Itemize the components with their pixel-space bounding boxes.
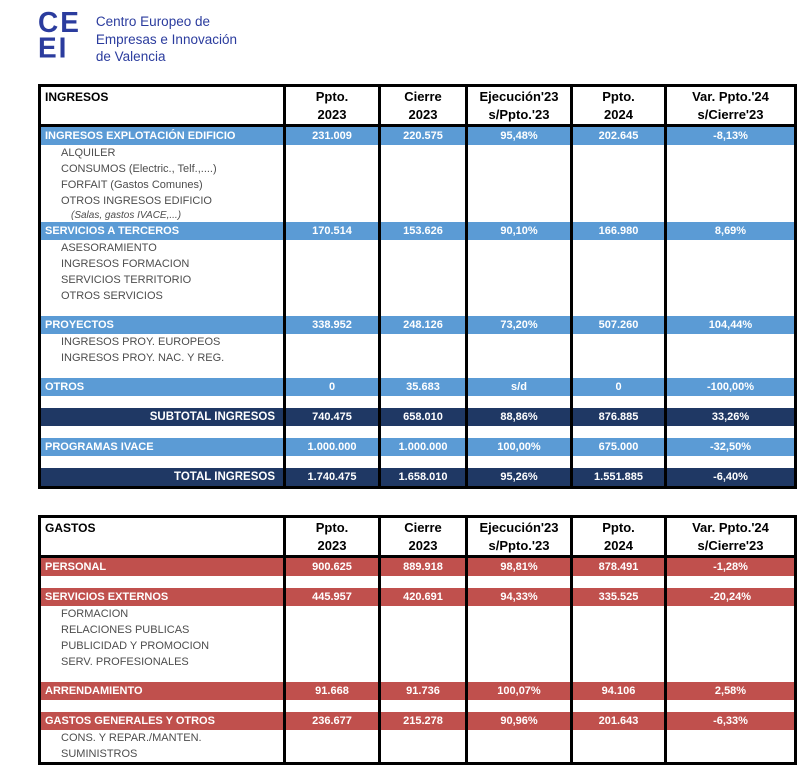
cell-value-col5 — [664, 177, 794, 193]
column-header-line2: 2023 — [408, 106, 438, 122]
cell-value-col5 — [664, 670, 794, 682]
cell-value-col3 — [465, 256, 570, 272]
column-header-line2: s/Cierre'23 — [697, 106, 764, 122]
cell-value-col2 — [378, 426, 465, 438]
cell-value-col4 — [570, 396, 664, 408]
column-header-line2: 2024 — [604, 537, 633, 553]
cell-value-col3 — [465, 576, 570, 588]
cell-value-col4 — [570, 288, 664, 304]
spacer-row — [41, 670, 283, 682]
row-label: CONSUMOS (Electric., Telf.,....) — [61, 163, 217, 175]
cell-value-col4 — [570, 670, 664, 682]
cell-value-col5: -100,00% — [664, 378, 794, 396]
table-title: INGRESOS — [41, 87, 283, 127]
column-header-line2: 2023 — [317, 537, 347, 553]
column-header-line1: Cierre — [404, 519, 442, 535]
cell-value-col3: 100,07% — [465, 682, 570, 700]
ceei-logo — [38, 6, 237, 66]
cell-value-col5 — [664, 256, 794, 272]
row-label: SERVICIOS EXTERNOS — [41, 588, 283, 606]
cell-value-col3 — [465, 209, 570, 222]
cell-value-col1: 236.677 — [283, 712, 378, 730]
cell-value-col3: 95,26% — [465, 468, 570, 486]
cell-value-col1 — [283, 350, 378, 366]
cell-value-col2 — [378, 396, 465, 408]
cell-value-col5 — [664, 350, 794, 366]
cell-value-col2: 220.575 — [378, 127, 465, 145]
logo-mark-line1: CE — [38, 6, 81, 39]
cell-value-col3: 88,86% — [465, 408, 570, 426]
row-label: SUBTOTAL INGRESOS — [41, 408, 283, 426]
cell-value-col4 — [570, 350, 664, 366]
column-header-line2: s/Ppto.'23 — [488, 537, 550, 553]
logo-text-line1: Centro Europeo de — [95, 14, 210, 29]
cell-value-col5 — [664, 576, 794, 588]
cell-value-col3 — [465, 161, 570, 177]
spacer-row — [41, 366, 283, 378]
cell-value-col5 — [664, 746, 794, 762]
cell-value-col2 — [378, 334, 465, 350]
cell-value-col3 — [465, 670, 570, 682]
cell-value-col5: 104,44% — [664, 316, 794, 334]
cell-value-col5 — [664, 161, 794, 177]
cell-value-col4 — [570, 576, 664, 588]
column-header-line1: Var. Ppto.'24 — [692, 519, 769, 535]
cell-value-col5: -8,13% — [664, 127, 794, 145]
cell-value-col1 — [283, 654, 378, 670]
cell-value-col3 — [465, 240, 570, 256]
column-header-5 — [664, 518, 794, 558]
cell-value-col4 — [570, 304, 664, 316]
cell-value-col5 — [664, 209, 794, 222]
column-header-2 — [378, 518, 465, 558]
cell-value-col5 — [664, 654, 794, 670]
row-label: SERVICIOS A TERCEROS — [41, 222, 283, 240]
column-header-line1: Ejecución'23 — [479, 88, 559, 104]
cell-value-col4: 202.645 — [570, 127, 664, 145]
cell-value-col4: 166.980 — [570, 222, 664, 240]
cell-value-col4: 1.551.885 — [570, 468, 664, 486]
cell-value-col3 — [465, 177, 570, 193]
row-label: SERVICIOS TERRITORIO — [61, 274, 192, 286]
cell-value-col5: -32,50% — [664, 438, 794, 456]
row-label: PROYECTOS — [41, 316, 283, 334]
cell-value-col1 — [283, 730, 378, 746]
column-header-line1: Var. Ppto.'24 — [692, 88, 769, 104]
cell-value-col3 — [465, 272, 570, 288]
row-label: GASTOS GENERALES Y OTROS — [41, 712, 283, 730]
cell-value-col1: 170.514 — [283, 222, 378, 240]
cell-value-col3 — [465, 746, 570, 762]
spacer-row — [41, 700, 283, 712]
spacer-row — [41, 426, 283, 438]
column-header-line1: Ppto. — [315, 519, 349, 535]
cell-value-col1 — [283, 576, 378, 588]
cell-value-col5 — [664, 638, 794, 654]
cell-value-col2: 35.683 — [378, 378, 465, 396]
cell-value-col2 — [378, 240, 465, 256]
row-label: CONS. Y REPAR./MANTEN. — [61, 732, 202, 744]
logo-text-line3: de Valencia — [95, 49, 166, 64]
cell-value-col3: 95,48% — [465, 127, 570, 145]
cell-value-col4: 201.643 — [570, 712, 664, 730]
cell-value-col4 — [570, 256, 664, 272]
cell-value-col2 — [378, 456, 465, 468]
column-header-line2: s/Ppto.'23 — [488, 106, 550, 122]
cell-value-col1 — [283, 366, 378, 378]
cell-value-col4: 94.106 — [570, 682, 664, 700]
column-header-line1: Ppto. — [602, 88, 635, 104]
cell-value-col5 — [664, 334, 794, 350]
column-header-line1: Ejecución'23 — [479, 519, 559, 535]
cell-value-col2: 153.626 — [378, 222, 465, 240]
cell-value-col4: 0 — [570, 378, 664, 396]
cell-value-col5 — [664, 456, 794, 468]
cell-value-col3 — [465, 145, 570, 161]
cell-value-col1 — [283, 256, 378, 272]
cell-value-col5: 2,58% — [664, 682, 794, 700]
cell-value-col4 — [570, 622, 664, 638]
column-header-line1: Ppto. — [315, 88, 349, 104]
cell-value-col1 — [283, 396, 378, 408]
cell-value-col3 — [465, 193, 570, 209]
cell-value-col2 — [378, 350, 465, 366]
cell-value-col5 — [664, 700, 794, 712]
cell-value-col5 — [664, 396, 794, 408]
cell-value-col4: 876.885 — [570, 408, 664, 426]
cell-value-col4: 675.000 — [570, 438, 664, 456]
row-label: PERSONAL — [41, 558, 283, 576]
cell-value-col5 — [664, 426, 794, 438]
cell-value-col1: 900.625 — [283, 558, 378, 576]
cell-value-col4 — [570, 209, 664, 222]
cell-value-col2 — [378, 288, 465, 304]
cell-value-col2 — [378, 366, 465, 378]
row-label: FORFAIT (Gastos Comunes) — [61, 179, 203, 191]
row-label: INGRESOS PROY. NAC. Y REG. — [61, 352, 225, 364]
cell-value-col5: -1,28% — [664, 558, 794, 576]
cell-value-col4 — [570, 161, 664, 177]
cell-value-col2: 91.736 — [378, 682, 465, 700]
row-label: ARRENDAMIENTO — [41, 682, 283, 700]
cell-value-col2 — [378, 256, 465, 272]
cell-value-col3 — [465, 638, 570, 654]
cell-value-col2: 658.010 — [378, 408, 465, 426]
cell-value-col5 — [664, 272, 794, 288]
column-header-1 — [283, 518, 378, 558]
column-header-line2: 2024 — [604, 106, 633, 122]
cell-value-col4 — [570, 334, 664, 350]
cell-value-col2: 1.658.010 — [378, 468, 465, 486]
column-header-line2: s/Cierre'23 — [697, 537, 764, 553]
column-header-line2: 2023 — [408, 537, 438, 553]
cell-value-col5 — [664, 304, 794, 316]
cell-value-col5: -6,40% — [664, 468, 794, 486]
cell-value-col2 — [378, 700, 465, 712]
cell-value-col4 — [570, 638, 664, 654]
cell-value-col5 — [664, 145, 794, 161]
cell-value-col1: 0 — [283, 378, 378, 396]
row-label: OTROS INGRESOS EDIFICIO — [61, 195, 212, 207]
logo-mark-line2: EI — [38, 31, 69, 64]
cell-value-col1 — [283, 288, 378, 304]
cell-value-col2: 889.918 — [378, 558, 465, 576]
cell-value-col4 — [570, 606, 664, 622]
cell-value-col5 — [664, 622, 794, 638]
cell-value-col5 — [664, 606, 794, 622]
cell-value-col2 — [378, 304, 465, 316]
cell-value-col2: 1.000.000 — [378, 438, 465, 456]
cell-value-col2 — [378, 161, 465, 177]
cell-value-col5 — [664, 288, 794, 304]
cell-value-col3 — [465, 304, 570, 316]
column-header-line1: Ppto. — [602, 519, 635, 535]
cell-value-col4 — [570, 700, 664, 712]
cell-value-col2 — [378, 730, 465, 746]
cell-value-col4 — [570, 272, 664, 288]
cell-value-col1 — [283, 334, 378, 350]
column-header-4 — [570, 87, 664, 127]
ceei-logo-mark-icon — [38, 6, 81, 66]
row-label: INGRESOS FORMACION — [61, 258, 190, 270]
cell-value-col2 — [378, 622, 465, 638]
cell-value-col1 — [283, 161, 378, 177]
cell-value-col5: -6,33% — [664, 712, 794, 730]
gastos-table — [38, 515, 797, 765]
cell-value-col2: 420.691 — [378, 588, 465, 606]
cell-value-col4: 335.525 — [570, 588, 664, 606]
cell-value-col2 — [378, 193, 465, 209]
row-label: (Salas, gastos IVACE,...) — [71, 210, 182, 221]
spacer-row — [41, 396, 283, 408]
cell-value-col4 — [570, 366, 664, 378]
row-label: SUMINISTROS — [61, 748, 138, 760]
cell-value-col5: 33,26% — [664, 408, 794, 426]
row-label: ALQUILER — [61, 147, 116, 159]
cell-value-col1 — [283, 193, 378, 209]
cell-value-col3 — [465, 700, 570, 712]
cell-value-col5 — [664, 193, 794, 209]
column-header-3 — [465, 518, 570, 558]
cell-value-col4: 507.260 — [570, 316, 664, 334]
cell-value-col2 — [378, 272, 465, 288]
cell-value-col2 — [378, 209, 465, 222]
cell-value-col1: 1.740.475 — [283, 468, 378, 486]
cell-value-col2: 215.278 — [378, 712, 465, 730]
cell-value-col1 — [283, 177, 378, 193]
cell-value-col1 — [283, 456, 378, 468]
cell-value-col4 — [570, 145, 664, 161]
cell-value-col3: 94,33% — [465, 588, 570, 606]
cell-value-col2 — [378, 177, 465, 193]
cell-value-col3 — [465, 730, 570, 746]
cell-value-col5 — [664, 730, 794, 746]
row-label: PROGRAMAS IVACE — [41, 438, 283, 456]
column-header-line1: Cierre — [404, 88, 442, 104]
cell-value-col3: 73,20% — [465, 316, 570, 334]
spacer-row — [41, 304, 283, 316]
cell-value-col3 — [465, 622, 570, 638]
cell-value-col1 — [283, 145, 378, 161]
column-header-2 — [378, 87, 465, 127]
cell-value-col1: 91.668 — [283, 682, 378, 700]
cell-value-col4 — [570, 240, 664, 256]
cell-value-col1 — [283, 746, 378, 762]
cell-value-col1 — [283, 304, 378, 316]
cell-value-col2 — [378, 606, 465, 622]
cell-value-col1 — [283, 209, 378, 222]
cell-value-col3 — [465, 456, 570, 468]
cell-value-col2: 248.126 — [378, 316, 465, 334]
cell-value-col1 — [283, 700, 378, 712]
cell-value-col1 — [283, 622, 378, 638]
cell-value-col3: 98,81% — [465, 558, 570, 576]
row-label: INGRESOS EXPLOTACIÓN EDIFICIO — [41, 127, 283, 145]
cell-value-col3 — [465, 288, 570, 304]
column-header-1 — [283, 87, 378, 127]
spacer-row — [41, 576, 283, 588]
cell-value-col5 — [664, 240, 794, 256]
cell-value-col4 — [570, 456, 664, 468]
column-header-3 — [465, 87, 570, 127]
cell-value-col1 — [283, 240, 378, 256]
cell-value-col5 — [664, 366, 794, 378]
cell-value-col1 — [283, 670, 378, 682]
cell-value-col3: 90,96% — [465, 712, 570, 730]
cell-value-col2 — [378, 746, 465, 762]
cell-value-col1: 1.000.000 — [283, 438, 378, 456]
row-label: RELACIONES PUBLICAS — [61, 624, 190, 636]
row-label: FORMACION — [61, 608, 129, 620]
cell-value-col1: 231.009 — [283, 127, 378, 145]
row-label: TOTAL INGRESOS — [41, 468, 283, 486]
cell-value-col3 — [465, 396, 570, 408]
cell-value-col4: 878.491 — [570, 558, 664, 576]
cell-value-col1: 445.957 — [283, 588, 378, 606]
cell-value-col4 — [570, 730, 664, 746]
cell-value-col3 — [465, 426, 570, 438]
cell-value-col4 — [570, 193, 664, 209]
column-header-line2: 2023 — [317, 106, 347, 122]
cell-value-col2 — [378, 670, 465, 682]
cell-value-col4 — [570, 746, 664, 762]
cell-value-col2 — [378, 638, 465, 654]
cell-value-col4 — [570, 426, 664, 438]
ingresos-table — [38, 84, 797, 489]
cell-value-col1 — [283, 426, 378, 438]
cell-value-col3 — [465, 366, 570, 378]
cell-value-col3: 90,10% — [465, 222, 570, 240]
cell-value-col3 — [465, 334, 570, 350]
cell-value-col1 — [283, 272, 378, 288]
cell-value-col2 — [378, 576, 465, 588]
cell-value-col1 — [283, 606, 378, 622]
cell-value-col5: 8,69% — [664, 222, 794, 240]
logo-text-line2: Empresas e Innovación — [95, 31, 237, 47]
cell-value-col2 — [378, 145, 465, 161]
cell-value-col3 — [465, 606, 570, 622]
cell-value-col2 — [378, 654, 465, 670]
row-label: SERV. PROFESIONALES — [61, 656, 189, 668]
row-label: ASESORAMIENTO — [61, 242, 157, 254]
cell-value-col1: 338.952 — [283, 316, 378, 334]
spacer-row — [41, 456, 283, 468]
cell-value-col3 — [465, 654, 570, 670]
cell-value-col4 — [570, 177, 664, 193]
logo-text — [96, 10, 237, 66]
cell-value-col1: 740.475 — [283, 408, 378, 426]
table-title: GASTOS — [41, 518, 283, 558]
row-label: OTROS SERVICIOS — [61, 290, 163, 302]
cell-value-col3: 100,00% — [465, 438, 570, 456]
row-label: PUBLICIDAD Y PROMOCION — [61, 640, 210, 652]
column-header-4 — [570, 518, 664, 558]
row-label: INGRESOS PROY. EUROPEOS — [61, 336, 221, 348]
cell-value-col5: -20,24% — [664, 588, 794, 606]
row-label: OTROS — [41, 378, 283, 396]
cell-value-col1 — [283, 638, 378, 654]
cell-value-col3: s/d — [465, 378, 570, 396]
cell-value-col3 — [465, 350, 570, 366]
column-header-5 — [664, 87, 794, 127]
cell-value-col4 — [570, 654, 664, 670]
